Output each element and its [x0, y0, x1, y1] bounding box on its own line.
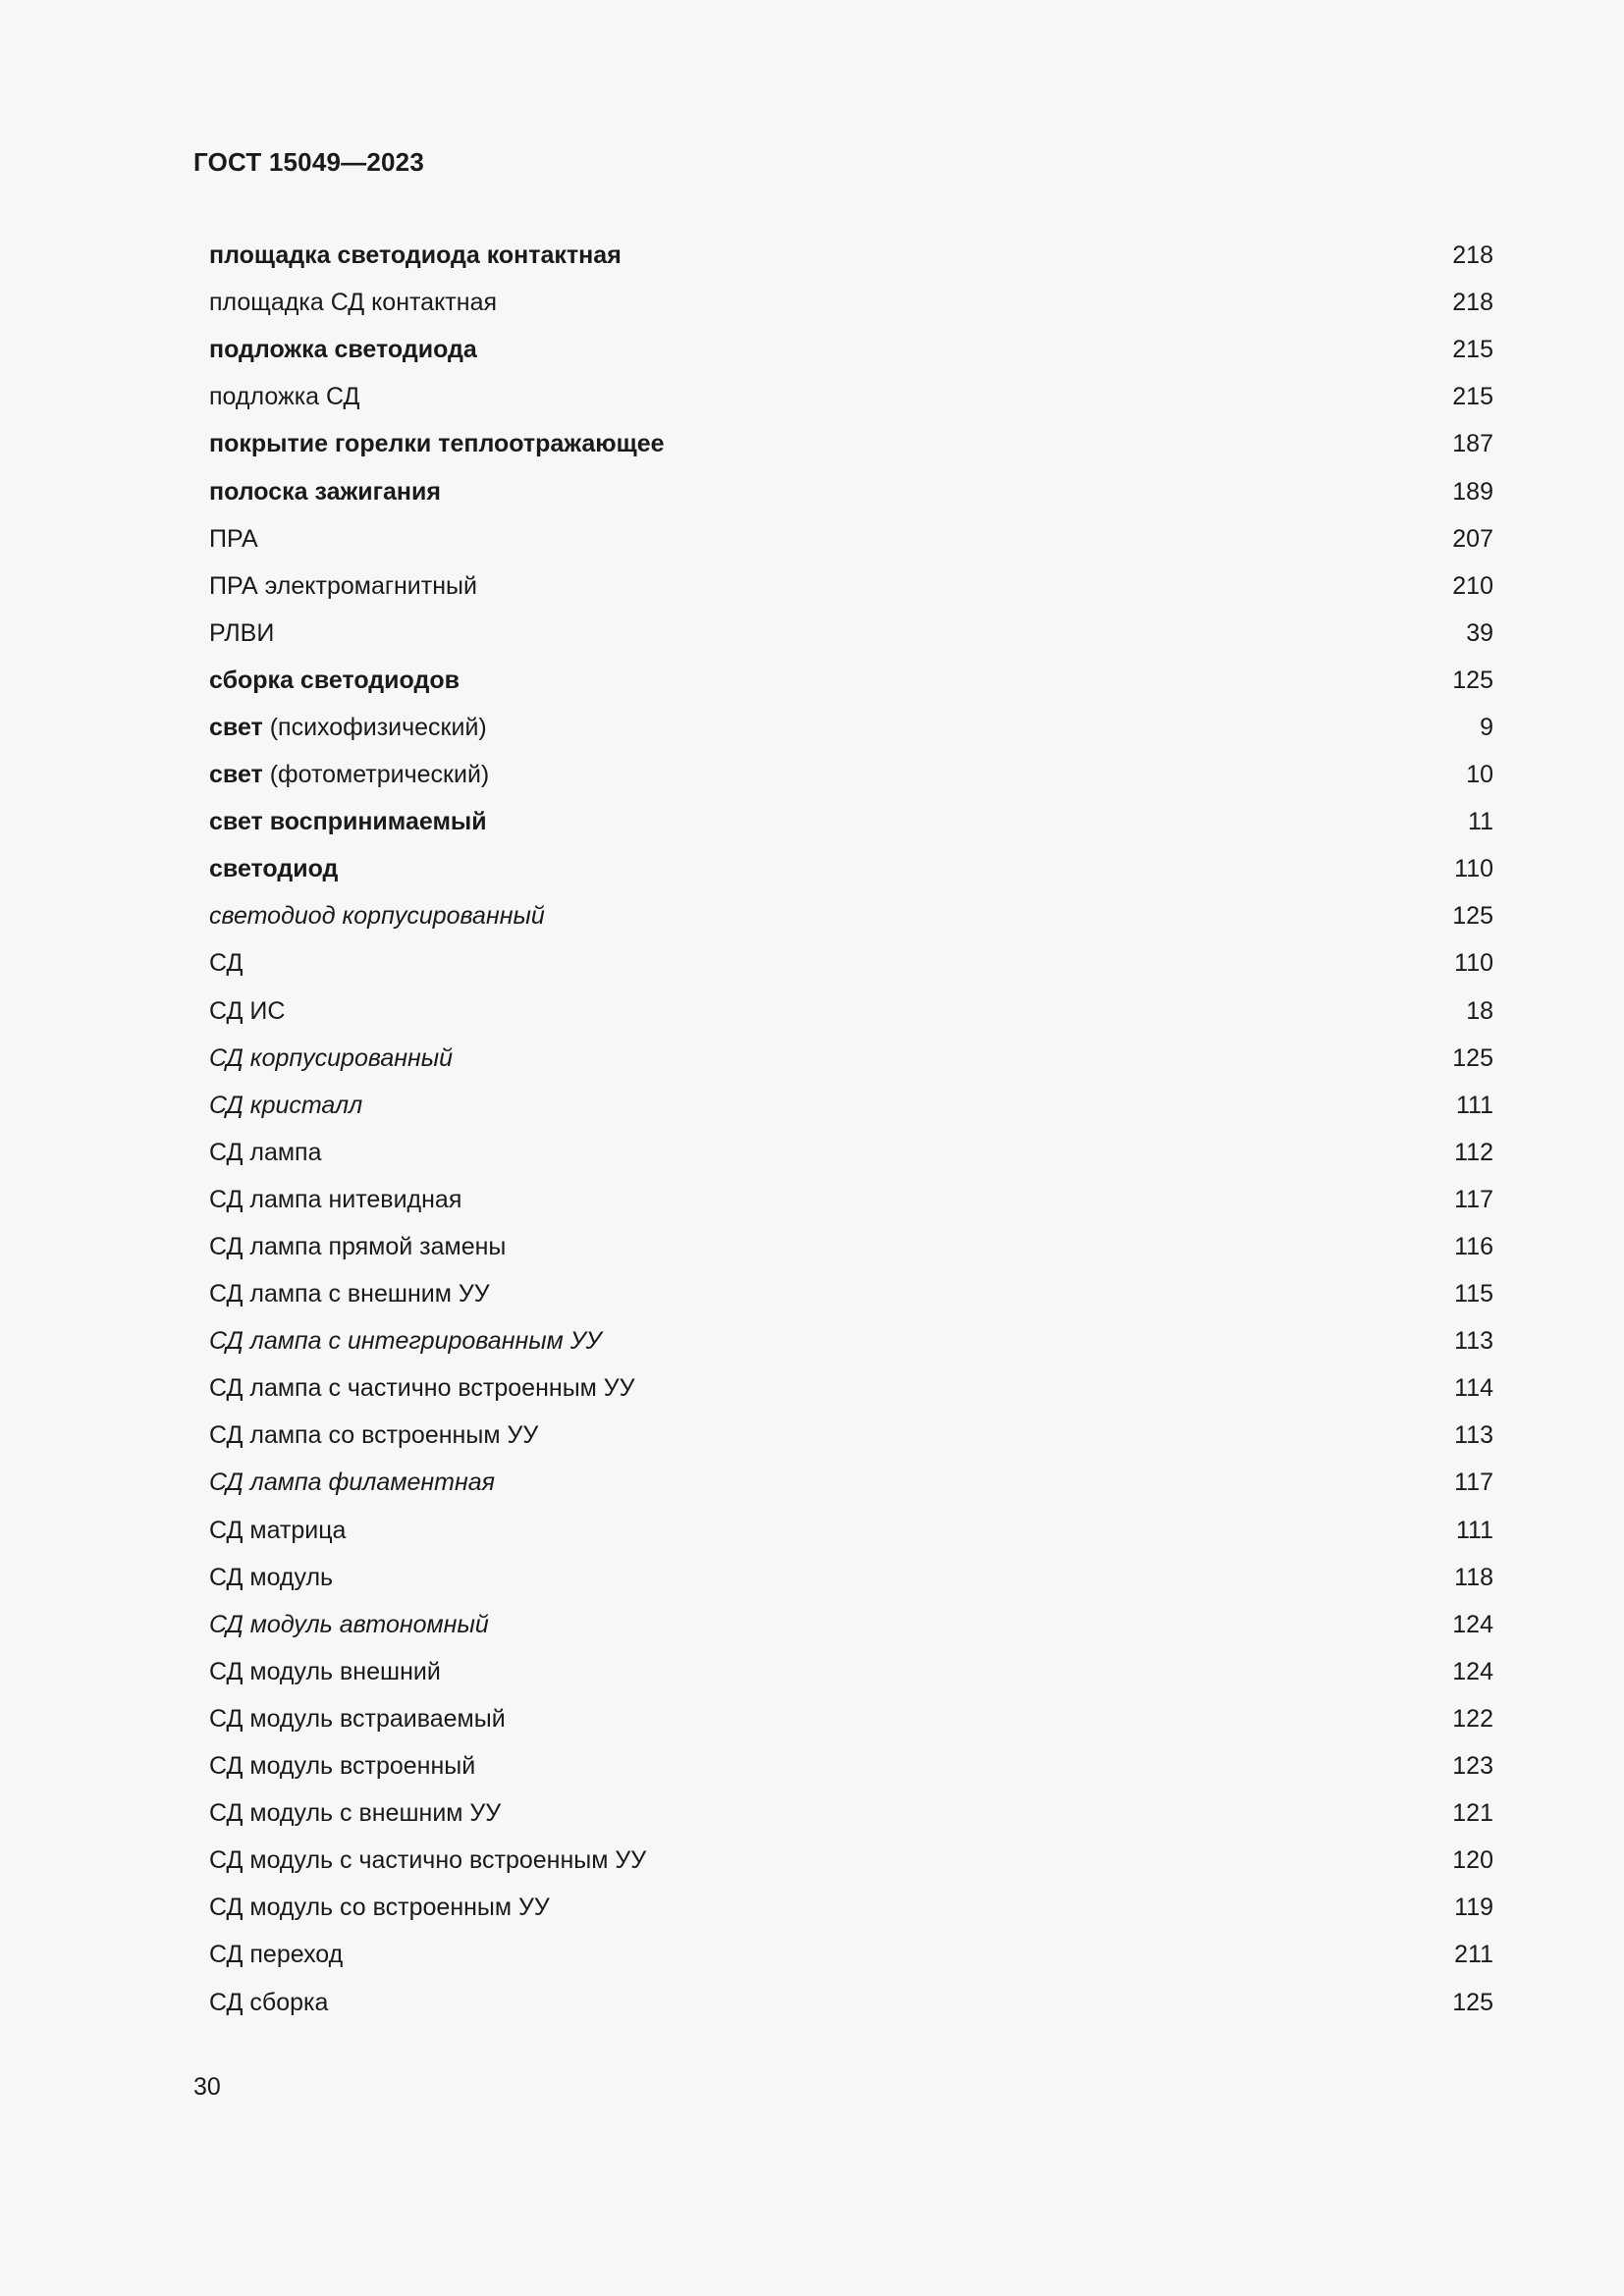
index-term: [209, 1176, 461, 1223]
index-entry: [209, 1601, 1493, 1648]
index-term-part: СД лампа: [209, 1138, 322, 1166]
index-term-part: полоска зажигания: [209, 477, 441, 506]
index-term: [209, 420, 665, 467]
index-term: [209, 232, 622, 279]
index-page-ref: 207: [1452, 524, 1493, 553]
index-term: [209, 373, 359, 420]
index-term-part: СД лампа филаментная: [209, 1468, 495, 1497]
index-term-part: СД модуль с внешним УУ: [209, 1799, 502, 1828]
index-term: [209, 1789, 501, 1837]
index-term: [209, 1223, 506, 1270]
index-entry: [209, 1459, 1493, 1506]
index-entry: [209, 939, 1493, 987]
index-term-part: СД переход: [209, 1941, 344, 1969]
index-entry: [209, 798, 1493, 845]
index-page-ref: 187: [1452, 430, 1493, 458]
index-page-ref: 215: [1452, 336, 1493, 364]
index-entry: [209, 845, 1493, 892]
index-entry: [209, 1270, 1493, 1317]
index-term-part: СД модуль с частично встроенным УУ: [209, 1846, 647, 1875]
index-entry: [209, 1412, 1493, 1459]
index-entry: [209, 467, 1493, 514]
index-term: [209, 1837, 646, 1884]
index-term: [209, 1884, 550, 1931]
index-term-part: СД модуль со встроенным УУ: [209, 1894, 550, 1922]
index-term-part: СД матрица: [209, 1516, 347, 1544]
index-page-ref: 125: [1452, 666, 1493, 694]
index-page-ref: 123: [1452, 1752, 1493, 1781]
index-entry: [209, 988, 1493, 1035]
index-page-ref: 124: [1452, 1610, 1493, 1638]
index-page-ref: 125: [1452, 902, 1493, 931]
index-page-ref: 117: [1454, 1468, 1493, 1497]
document-header: ГОСТ 15049—2023: [193, 147, 424, 177]
index-entry: [209, 1507, 1493, 1554]
index-term: [209, 1695, 506, 1742]
index-term: [209, 1931, 343, 1978]
index-entry: [209, 373, 1493, 420]
index-term: [209, 1459, 495, 1506]
index-term-part: РЛВИ: [209, 618, 275, 647]
index-entry: [209, 279, 1493, 326]
index-page-ref: 10: [1466, 761, 1493, 789]
index-term-part: СД модуль автономный: [209, 1610, 489, 1638]
index-entry: [209, 657, 1493, 704]
index-entry: [209, 1035, 1493, 1082]
index-term-part: сборка светодиодов: [209, 666, 460, 694]
index-page-ref: 122: [1452, 1704, 1493, 1733]
index-page-ref: 115: [1454, 1280, 1493, 1308]
index-term-part: ПРА: [209, 524, 258, 553]
index-page-ref: 11: [1468, 808, 1493, 836]
index-term: [209, 468, 441, 515]
index-term-part: СД модуль: [209, 1563, 334, 1591]
index-term: [209, 562, 477, 610]
index-entry: [209, 704, 1493, 751]
index-term-part: СД: [209, 949, 244, 978]
index-entry: [209, 1695, 1493, 1742]
index-page-ref: 120: [1452, 1846, 1493, 1875]
index-term-part: светодиод: [209, 855, 339, 883]
index-page-ref: 215: [1452, 383, 1493, 411]
index-term: [209, 1412, 538, 1459]
index-page-ref: 189: [1452, 477, 1493, 506]
index-page-ref: 119: [1454, 1894, 1493, 1922]
index-entry: [209, 1648, 1493, 1695]
index-term: [209, 279, 497, 326]
index-page-ref: 110: [1454, 949, 1493, 978]
index-term-part: СД лампа с частично встроенным УУ: [209, 1374, 635, 1403]
index-term: [209, 939, 243, 987]
index-term: [209, 988, 285, 1035]
index-term-part: СД кристалл: [209, 1091, 363, 1119]
index-entry: [209, 1931, 1493, 1978]
index-term: [209, 845, 338, 892]
index-term: [209, 326, 477, 373]
index-entry: [209, 1317, 1493, 1364]
page-number: 30: [193, 2073, 221, 2101]
index-entry: [209, 1364, 1493, 1412]
index-term: [209, 1364, 635, 1412]
index-page-ref: 18: [1466, 996, 1493, 1025]
index-term-part: подложка СД: [209, 383, 360, 411]
index-entry: [209, 1223, 1493, 1270]
index-term-part: светодиод корпусированный: [209, 902, 545, 931]
index-entry: [209, 1082, 1493, 1129]
index-entry: [209, 1742, 1493, 1789]
index-term-part: свет: [209, 761, 263, 789]
index-term: [209, 1979, 328, 2026]
index-page-ref: 124: [1452, 1657, 1493, 1685]
index-term: [209, 798, 487, 845]
index-page-ref: 110: [1454, 855, 1493, 883]
index-entry: [209, 1837, 1493, 1884]
index-page-ref: 111: [1455, 1091, 1493, 1119]
index-term: [209, 892, 545, 939]
index-term: [209, 1129, 322, 1176]
index-term: [209, 751, 489, 798]
index-entry: [209, 751, 1493, 798]
index-entry: [209, 326, 1493, 373]
index-term-part: СД лампа с интегрированным УУ: [209, 1327, 602, 1356]
index-term-part: площадка светодиода контактная: [209, 241, 622, 270]
index-term-part: СД лампа со встроенным УУ: [209, 1421, 539, 1450]
index-page-ref: 113: [1454, 1421, 1493, 1450]
index-page-ref: 218: [1452, 289, 1493, 317]
index-term: [209, 1317, 602, 1364]
index-term: [209, 610, 274, 657]
index-page-ref: 111: [1455, 1516, 1493, 1544]
index-page-ref: 39: [1466, 618, 1493, 647]
index-term-part: СД корпусированный: [209, 1043, 454, 1072]
index-term-part: СД модуль внешний: [209, 1657, 441, 1685]
index-page-ref: 113: [1454, 1327, 1493, 1356]
index-entry: [209, 1884, 1493, 1931]
index-entry: [209, 1978, 1493, 2025]
index-page-ref: 114: [1454, 1374, 1493, 1403]
index-entry: [209, 1176, 1493, 1223]
index-term-part: СД лампа прямой замены: [209, 1233, 507, 1261]
index-entry: [209, 420, 1493, 467]
index-term: [209, 704, 487, 751]
index-entry: [209, 515, 1493, 562]
index-term: [209, 1507, 346, 1554]
index-term: [209, 1082, 362, 1129]
index-term: [209, 657, 460, 704]
index-page-ref: 210: [1452, 571, 1493, 600]
index-entry: [209, 1129, 1493, 1176]
index-page-ref: 125: [1452, 1043, 1493, 1072]
index-term-part: СД модуль встроенный: [209, 1752, 476, 1781]
index-term-part: свет воспринимаемый: [209, 808, 487, 836]
index-term: [209, 1601, 489, 1648]
index-term: [209, 1270, 490, 1317]
index-entry: [209, 892, 1493, 939]
index-term-part: ПРА электромагнитный: [209, 571, 477, 600]
index-term: [209, 1742, 475, 1789]
index-page-ref: 125: [1452, 1988, 1493, 2016]
index-page-ref: 118: [1454, 1563, 1493, 1591]
index-page-ref: 112: [1454, 1138, 1493, 1166]
index-term-part: (фотометрический): [262, 761, 490, 789]
index-term-part: СД сборка: [209, 1988, 329, 2016]
index-term: [209, 1554, 333, 1601]
index-term-part: покрытие горелки теплоотражающее: [209, 430, 665, 458]
index-term-part: СД лампа нитевидная: [209, 1185, 462, 1213]
index-page-ref: 211: [1454, 1941, 1493, 1969]
index-entry: [209, 232, 1493, 279]
index-entry: [209, 1789, 1493, 1837]
index-term-part: свет: [209, 713, 263, 741]
index-term-part: подложка светодиода: [209, 336, 477, 364]
index-term: [209, 515, 258, 562]
index-entry: [209, 1554, 1493, 1601]
index-entry: [209, 610, 1493, 657]
index-page-ref: 218: [1452, 241, 1493, 270]
index-page-ref: 116: [1454, 1233, 1493, 1261]
index-term-part: площадка СД контактная: [209, 289, 498, 317]
index-term-part: СД ИС: [209, 996, 286, 1025]
index-term-part: СД модуль встраиваемый: [209, 1704, 506, 1733]
index-term-part: СД лампа с внешним УУ: [209, 1280, 490, 1308]
index-page-ref: 117: [1454, 1185, 1493, 1213]
index-list: [209, 232, 1493, 2026]
index-entry: [209, 562, 1493, 610]
index-page-ref: 121: [1452, 1799, 1493, 1828]
index-term-part: (психофизический): [262, 713, 487, 741]
index-term: [209, 1035, 453, 1082]
index-page-ref: 9: [1480, 713, 1493, 741]
index-term: [209, 1648, 441, 1695]
